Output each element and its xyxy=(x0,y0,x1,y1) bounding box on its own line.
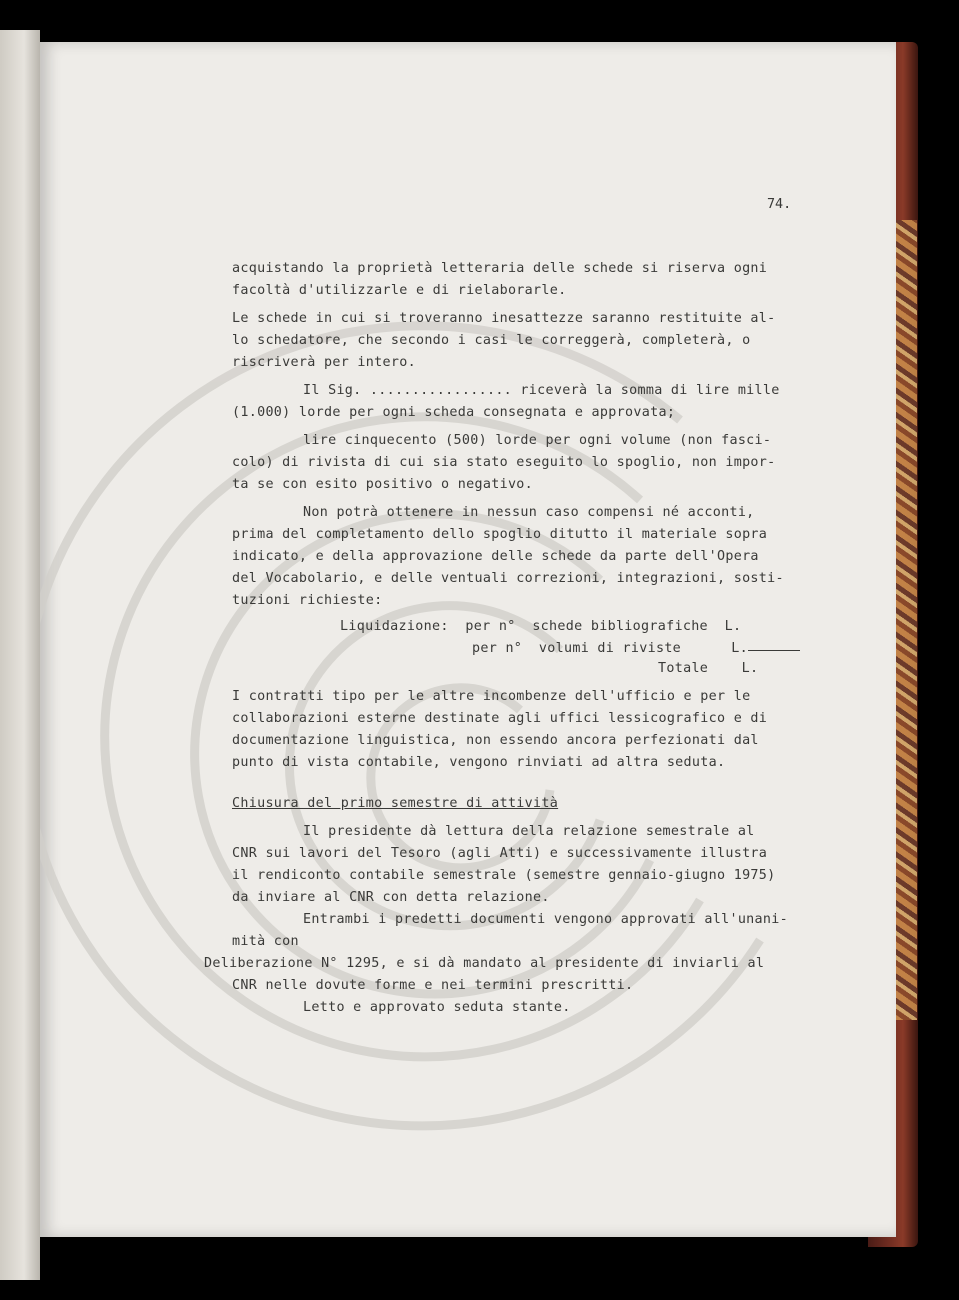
text-line: Entrambi i predetti documenti vengono approvati all'unani- xyxy=(303,912,788,927)
text-line: riscriverà per intero. xyxy=(232,355,416,370)
text-line: Il Sig. ................. riceverà la somma di lire mille xyxy=(303,383,780,398)
text-line: I contratti tipo per le altre incombenze dell'ufficio e per le xyxy=(232,689,751,704)
marbled-page-edge xyxy=(893,220,917,1020)
liquidation-row-1: Liquidazione: per n° schede bibliografiche L. xyxy=(340,619,742,634)
text-line: CNR nelle dovute forme e nei termini prescritti. xyxy=(232,978,634,993)
text-line: CNR sui lavori del Tesoro (agli Atti) e successivamente illustra xyxy=(232,846,768,861)
text-line: facoltà d'utilizzarle e di rielaborarle. xyxy=(232,283,567,298)
text-line: Le schede in cui si troveranno inesattezze saranno restituite al- xyxy=(232,311,776,326)
text-line: lire cinquecento (500) lorde per ogni volume (non fasci- xyxy=(303,433,772,448)
text-line: acquistando la proprietà letteraria delle schede si riserva ogni xyxy=(232,261,768,276)
text-line: Letto e approvato seduta stante. xyxy=(303,1000,571,1015)
text-line: il rendiconto contabile semestrale (semestre gennaio-giugno 1975) xyxy=(232,868,776,883)
text-line: tuzioni richieste: xyxy=(232,593,383,608)
text-line: ta se con esito positivo o negativo. xyxy=(232,477,534,492)
document-page xyxy=(40,42,896,1237)
text-line: Non potrà ottenere in nessun caso compensi né acconti, xyxy=(303,505,755,520)
text-line: collaborazioni esterne destinate agli uffici lessicografico e di xyxy=(232,711,768,726)
page-number: 74. xyxy=(767,197,792,212)
text-line: mità con xyxy=(232,934,299,949)
text-line: del Vocabolario, e delle ventuali correzioni, integrazioni, sosti- xyxy=(232,571,784,586)
liquidation-total: Totale L. xyxy=(658,661,759,676)
text-line: Deliberazione N° 1295, e si dà mandato al presidente di inviarli al xyxy=(204,956,765,971)
text-line: da inviare al CNR con detta relazione. xyxy=(232,890,550,905)
section-heading: Chiusura del primo semestre di attività xyxy=(232,796,559,811)
text-line: (1.000) lorde per ogni scheda consegnata e approvata; xyxy=(232,405,676,420)
text-line: prima del completamento dello spoglio ditutto il materiale sopra xyxy=(232,527,768,542)
text-line: Il presidente dà lettura della relazione semestrale al xyxy=(303,824,755,839)
text-line: indicato, e della approvazione delle schede da parte dell'Opera xyxy=(232,549,759,564)
liquidation-row-2: per n° volumi di riviste L. xyxy=(472,641,748,656)
text-line: documentazione linguistica, non essendo ancora perfezionati dal xyxy=(232,733,759,748)
facing-page-edge xyxy=(0,30,40,1280)
text-line: colo) di rivista di cui sia stato eseguito lo spoglio, non impor- xyxy=(232,455,776,470)
total-rule xyxy=(748,650,800,651)
text-line: punto di vista contabile, vengono rinviati ad altra seduta. xyxy=(232,755,726,770)
text-line: lo schedatore, che secondo i casi le correggerà, completerà, o xyxy=(232,333,751,348)
